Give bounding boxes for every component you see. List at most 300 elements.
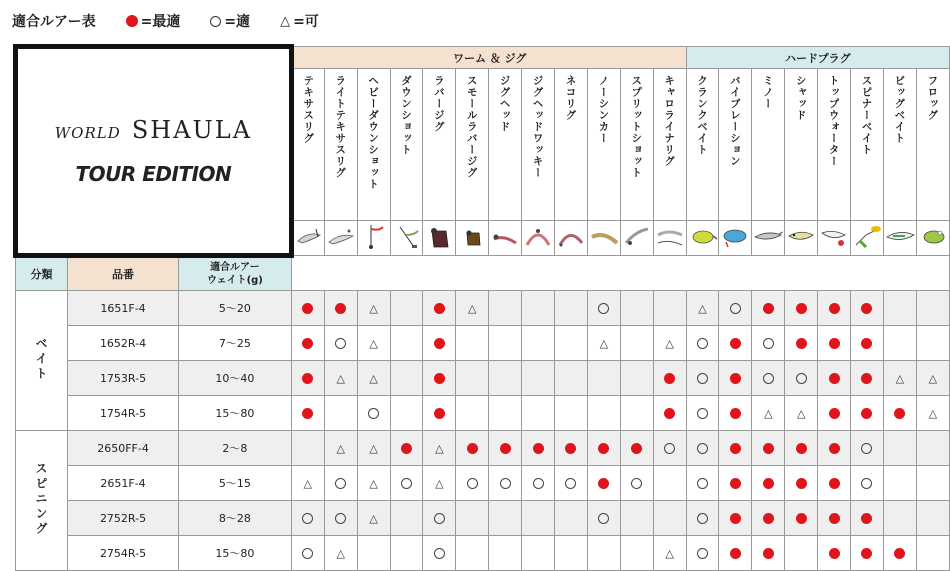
good-circle-icon [730,303,741,314]
rating-cell [883,536,916,571]
ok-triangle-icon: △ [369,477,378,490]
rating-cell [489,501,522,536]
lure-name-label: スモールラバージグ [465,75,478,179]
rating-cell [883,291,916,326]
rating-cell [620,326,653,361]
legend-best-label: =最適 [140,14,181,30]
model-number: 1652R-4 [68,326,179,361]
rating-cell [620,431,653,466]
rating-cell [883,501,916,536]
category-label: ベイト [34,336,48,382]
lure-weight-range: 7～25 [179,326,292,361]
rating-cell [686,291,719,326]
best-dot-icon [730,443,741,454]
ok-triangle-icon: △ [764,407,773,420]
rating-cell [851,361,884,396]
good-circle-icon [533,478,544,489]
frog-icon [918,221,948,251]
lure-header-frog [916,69,949,221]
rating-cell [555,396,588,431]
lure-weight-range: 5～20 [179,291,292,326]
rating-cell [752,396,785,431]
rating-cell [390,326,423,361]
rating-cell [291,326,324,361]
rating-cell [752,361,785,396]
best-dot-icon [631,443,642,454]
rating-cell [291,291,324,326]
rating-cell [851,291,884,326]
logo-edition: TOUR EDITION [75,162,232,186]
ok-triangle-icon: △ [698,302,707,315]
ok-triangle-icon: △ [336,442,345,455]
table-row [16,326,950,361]
ok-triangle-icon: △ [796,407,806,420]
rating-cell [587,291,620,326]
lure-header-downshot [390,69,423,221]
rating-cell [324,361,357,396]
circle-icon [210,16,221,27]
rating-cell [620,396,653,431]
lure-weight-range: 8～28 [179,501,292,536]
rating-cell [423,431,456,466]
rating-cell [587,431,620,466]
best-dot-icon [302,338,313,349]
weight-header [179,256,292,291]
rating-cell [851,501,884,536]
rating-cell [423,466,456,501]
good-circle-icon [335,513,346,524]
rating-cell [653,536,686,571]
best-dot-icon [664,408,675,419]
rating-cell [555,326,588,361]
header-spacer [291,256,949,291]
ok-triangle-icon: △ [369,372,378,385]
rating-cell [423,396,456,431]
lure-header-split-shot [620,69,653,221]
rating-cell [423,501,456,536]
rating-cell [818,326,851,361]
rating-cell [818,431,851,466]
triangle-icon: △ [280,13,291,29]
rating-cell [357,291,390,326]
good-circle-icon [631,478,642,489]
rating-cell [916,536,949,571]
rating-cell [653,291,686,326]
good-circle-icon [598,303,609,314]
rating-cell [653,466,686,501]
rating-cell [555,466,588,501]
lure-weight-range: 15～80 [179,396,292,431]
rating-cell [785,536,818,571]
ok-triangle-icon: △ [665,337,674,350]
rating-cell [851,431,884,466]
best-dot-icon [467,443,478,454]
best-dot-icon [861,408,872,419]
rating-cell [324,396,357,431]
rubber-jig-icon [424,221,454,251]
lure-compatibility-table [13,44,950,571]
rating-cell [291,536,324,571]
rating-cell [719,466,752,501]
minnow-icon [753,221,783,251]
ok-triangle-icon: △ [468,302,477,315]
lure-header-rubber-jig [423,69,456,221]
rating-cell [489,326,522,361]
good-circle-icon [697,513,708,524]
best-dot-icon [500,443,511,454]
legend-good-label: =適 [224,14,251,30]
good-circle-icon [467,478,478,489]
rating-cell [686,361,719,396]
lure-name-label: ヘビーダウンショット [367,75,380,190]
best-dot-icon [763,303,774,314]
carolina-rig-icon [655,221,685,251]
rating-cell [291,431,324,466]
table-row [16,536,950,571]
best-dot-icon [302,373,313,384]
lure-icon-cell [555,221,588,256]
lure-name-label: スピナーベイト [860,75,873,156]
good-circle-icon [302,513,313,524]
category-header: 分類 [16,256,68,291]
rating-cell [818,466,851,501]
column-header-row [16,256,950,291]
lure-icon-cell [851,221,884,256]
model-number: 1754R-5 [68,396,179,431]
rating-cell [686,396,719,431]
model-number: 2651F-4 [68,466,179,501]
rating-cell [620,361,653,396]
crankbait-icon [688,221,718,251]
lure-icon-cell [785,221,818,256]
best-dot-icon [829,373,840,384]
lure-header-crankbait [686,69,719,221]
good-circle-icon [335,478,346,489]
lure-header-spinnerbait [851,69,884,221]
rating-cell [916,396,949,431]
rating-cell [291,501,324,536]
lure-name-label: ライトテキサスリグ [334,75,347,179]
ok-triangle-icon: △ [435,477,444,490]
lure-name-label: ネコリグ [564,75,577,121]
best-dot-icon [861,373,872,384]
model-number: 2650FF-4 [68,431,179,466]
table-row [16,501,950,536]
rating-cell [719,396,752,431]
best-dot-icon [829,303,840,314]
rating-cell [752,291,785,326]
rating-cell [324,466,357,501]
rating-cell [324,501,357,536]
rating-cell [851,396,884,431]
good-circle-icon [335,338,346,349]
rating-cell [916,291,949,326]
ok-triangle-icon: △ [369,302,378,315]
good-circle-icon [500,478,511,489]
lure-icon-cell [423,221,456,256]
lure-header-vibration [719,69,752,221]
lure-icon-cell [357,221,390,256]
model-number: 1651F-4 [68,291,179,326]
weight-header-line2: ウェイト(g) [206,275,263,286]
lure-header-carolina-rig [653,69,686,221]
lure-header-jighead [489,69,522,221]
rating-cell [555,501,588,536]
rating-cell [324,326,357,361]
rating-cell [489,361,522,396]
lure-header-shad [785,69,818,221]
rating-cell [456,466,489,501]
best-dot-icon [796,303,807,314]
best-dot-icon [730,338,741,349]
lure-icon-cell [686,221,719,256]
shad-icon [786,221,816,251]
page-title: 適合ルアー表 [12,14,96,30]
best-dot-icon [796,513,807,524]
rating-cell [916,466,949,501]
rating-cell [489,291,522,326]
best-dot-icon [434,338,445,349]
rating-cell [752,536,785,571]
best-dot-icon [598,443,609,454]
rating-cell [357,326,390,361]
lure-icon-cell [653,221,686,256]
ok-triangle-icon: △ [336,547,345,560]
best-dot-icon [302,303,313,314]
best-dot-icon [302,408,313,419]
best-dot-icon [533,443,544,454]
rating-cell [620,291,653,326]
red-dot-icon [126,15,138,27]
legend-best [126,11,181,31]
rating-cell [456,536,489,571]
rating-cell [883,326,916,361]
rating-cell [423,326,456,361]
lure-header-small-rubber-jig [456,69,489,221]
spinnerbait-icon [852,221,882,251]
rating-cell [423,361,456,396]
rating-cell [620,536,653,571]
rating-cell [851,536,884,571]
lure-name-label: テキサスリグ [302,75,315,144]
rating-cell [785,396,818,431]
good-circle-icon [697,443,708,454]
lure-header-no-sinker [587,69,620,221]
best-dot-icon [796,443,807,454]
best-dot-icon [434,408,445,419]
rating-cell [785,291,818,326]
lure-icon-cell [818,221,851,256]
rating-cell [620,501,653,536]
rating-cell [587,466,620,501]
best-dot-icon [796,338,807,349]
rating-cell [916,431,949,466]
rating-cell [357,361,390,396]
rating-cell [818,536,851,571]
texas-rig-icon [294,221,324,251]
ok-triangle-icon: △ [665,547,674,560]
best-dot-icon [894,408,905,419]
best-dot-icon [829,513,840,524]
table-row [16,396,950,431]
lure-icon-cell [587,221,620,256]
rating-cell [555,291,588,326]
topwater-icon [819,221,849,251]
rating-cell [752,326,785,361]
rating-cell [423,291,456,326]
rating-cell [522,361,555,396]
jighead-wacky-icon [523,221,553,251]
lure-icon-cell [291,221,324,256]
ok-triangle-icon: △ [928,372,938,385]
ok-triangle-icon: △ [369,337,378,350]
rating-cell [620,466,653,501]
rating-cell [522,396,555,431]
lure-icon-cell [752,221,785,256]
rating-cell [818,361,851,396]
rating-cell [686,326,719,361]
best-dot-icon [401,443,412,454]
good-circle-icon [763,373,774,384]
lure-header-texas-rig [291,69,324,221]
rating-cell [587,501,620,536]
rating-cell [916,326,949,361]
group-worm-jig: ワーム ＆ ジグ [291,47,686,69]
good-circle-icon [697,408,708,419]
good-circle-icon [861,443,872,454]
rating-cell [456,291,489,326]
rating-cell [719,501,752,536]
rating-cell [357,466,390,501]
rating-cell [653,501,686,536]
group-header-row [16,47,950,69]
table-row [16,291,950,326]
rating-cell [489,536,522,571]
best-dot-icon [730,373,741,384]
table-row [16,361,950,396]
good-circle-icon [763,338,774,349]
rating-cell [489,396,522,431]
lure-header-topwater [818,69,851,221]
rating-cell [357,431,390,466]
lure-header-light-texas-rig [324,69,357,221]
rating-cell [555,536,588,571]
lure-name-label: ダウンショット [400,75,412,156]
split-shot-icon [622,221,652,251]
rating-cell [522,291,555,326]
rating-cell [653,326,686,361]
model-number: 2754R-5 [68,536,179,571]
rating-cell [291,396,324,431]
best-dot-icon [829,408,840,419]
group-hard-plug: ハードプラグ [686,47,949,69]
rating-cell [686,431,719,466]
rating-cell [522,326,555,361]
best-dot-icon [763,478,774,489]
rating-cell [390,536,423,571]
lure-name-label: ラバージグ [432,75,445,133]
lure-name-label: フロッグ [926,75,939,121]
best-dot-icon [335,303,346,314]
table-row [16,466,950,501]
rating-cell [291,361,324,396]
rating-cell [818,396,851,431]
rating-cell [555,431,588,466]
lure-name-label: ジグヘッドワッキー [531,75,544,179]
lure-icon-cell [390,221,423,256]
model-number: 2752R-5 [68,501,179,536]
rating-cell [390,291,423,326]
rating-cell [587,396,620,431]
best-dot-icon [664,373,675,384]
lure-name-label: ビッグベイト [893,75,906,144]
ok-triangle-icon: △ [599,337,609,350]
rating-cell [883,361,916,396]
best-dot-icon [796,478,807,489]
rating-cell [587,326,620,361]
rating-cell [587,536,620,571]
rating-cell [456,361,489,396]
rating-cell [390,431,423,466]
good-circle-icon [697,478,708,489]
rating-cell [818,501,851,536]
good-circle-icon [434,513,445,524]
rating-cell [324,431,357,466]
ok-triangle-icon: △ [369,442,378,455]
rating-cell [324,291,357,326]
lure-header-neko-rig [555,69,588,221]
lure-name-label: ジグヘッド [498,75,511,133]
lure-name-label: バイブレーション [728,75,741,167]
best-dot-icon [434,373,445,384]
rating-cell [390,466,423,501]
table-row [16,431,950,466]
lure-weight-range: 2～8 [179,431,292,466]
lure-header-jighead-wacky [522,69,555,221]
good-circle-icon [697,338,708,349]
rating-cell [719,431,752,466]
rating-cell [785,361,818,396]
ok-triangle-icon: △ [369,512,378,525]
rating-cell [456,396,489,431]
rating-cell [752,466,785,501]
product-logo [16,47,292,256]
best-dot-icon [763,513,774,524]
category-label: スピニング [34,461,48,537]
rating-cell [686,466,719,501]
good-circle-icon [598,513,609,524]
best-dot-icon [598,478,609,489]
rating-cell [719,326,752,361]
rating-cell [686,501,719,536]
rating-cell [324,536,357,571]
lure-icon-cell [883,221,916,256]
best-dot-icon [763,443,774,454]
lure-header-minnow [752,69,785,221]
logo-shaula: SHAULA [131,116,253,144]
model-number: 1753R-5 [68,361,179,396]
ok-triangle-icon: △ [895,372,905,385]
rating-cell [916,501,949,536]
lure-icon-cell [456,221,489,256]
best-dot-icon [730,513,741,524]
best-dot-icon [861,338,872,349]
rating-cell [522,431,555,466]
no-sinker-icon [589,221,619,251]
best-dot-icon [730,478,741,489]
good-circle-icon [697,373,708,384]
lure-name-label: ノーシンカー [597,75,610,144]
